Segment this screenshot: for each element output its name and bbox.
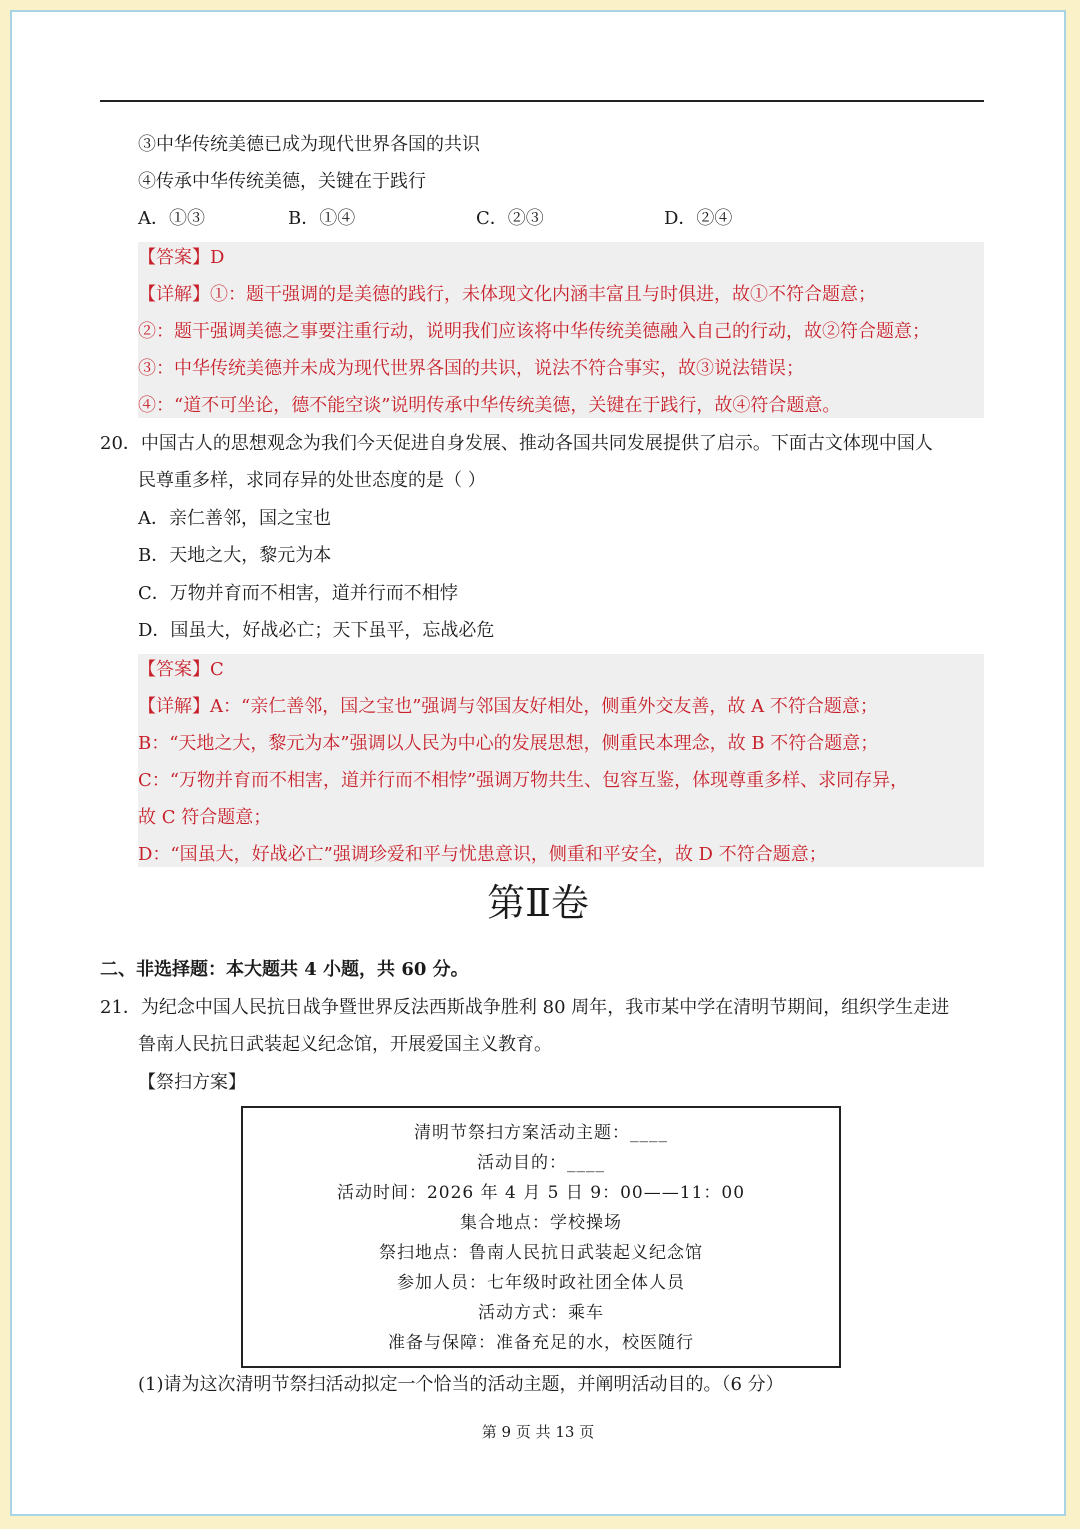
q20-answer: 【答案】C [138, 659, 224, 680]
q21-stem-line-2: 鲁南人民抗日武装起义纪念馆，开展爱国主义教育。 [138, 1034, 552, 1055]
volume-title: 第Ⅱ卷 [487, 881, 589, 925]
q19-answer: 【答案】D [138, 247, 225, 268]
plan-line-meeting-place: 集合地点：学校操场 [460, 1213, 622, 1233]
page-frame [10, 10, 1066, 1516]
q20-option-a: A．亲仁善邻，国之宝也 [138, 508, 331, 529]
plan-line-purpose: 活动目的：____ [477, 1153, 605, 1173]
q19-item-3: ③中华传统美德已成为现代世界各国的共识 [138, 134, 480, 155]
plan-line-preparation: 准备与保障：准备充足的水，校医随行 [388, 1333, 694, 1353]
q19-explain-2: ②：题干强调美德之事要注重行动，说明我们应该将中华传统美德融入自己的行动，故②符合题意； [138, 321, 930, 342]
plan-label: 【祭扫方案】 [138, 1072, 246, 1093]
q19-option-b: B．①④ [288, 208, 356, 229]
q20-option-d: D．国虽大，好战必亡；天下虽平，忘战必危 [138, 620, 495, 641]
section-heading: 二、非选择题：本大题共 4 小题，共 60 分。 [100, 959, 469, 980]
q20-stem-line-1: 20．中国古人的思想观念为我们今天促进自身发展、推动各国共同发展提供了启示。下面古文体现中国人 [100, 433, 933, 454]
q20-explain-2: B：“天地之大，黎元为本”强调以人民为中心的发展思想，侧重民本理念，故 B 不符合题意； [138, 733, 879, 754]
q20-explain-5: D：“国虽大，好战必亡”强调珍爱和平与忧患意识，侧重和平安全，故 D 不符合题意； [138, 844, 827, 865]
q20-stem-line-2: 民尊重多样，求同存异的处世态度的是（ ） [138, 470, 486, 491]
q20-option-c: C．万物并育而不相害，道并行而不相悖 [138, 583, 458, 604]
q19-explain-4: ④：“道不可坐论，德不能空谈”说明传承中华传统美德，关键在于践行，故④符合题意。 [138, 395, 841, 416]
plan-line-method: 活动方式：乘车 [478, 1303, 604, 1323]
q19-answer-block [138, 242, 984, 418]
q20-answer-block [138, 654, 984, 867]
plan-line-theme: 清明节祭扫方案活动主题：____ [414, 1123, 668, 1143]
q19-option-c: C．②③ [476, 208, 544, 229]
q21-sub-question-1: (1)请为这次清明节祭扫活动拟定一个恰当的活动主题，并阐明活动目的。（6 分） [138, 1374, 784, 1395]
q19-option-a: A．①③ [138, 208, 205, 229]
q20-explain-3: C：“万物并育而不相害，道并行而不相悖”强调万物共生、包容互鉴，体现尊重多样、求同存异， [138, 770, 909, 791]
q21-stem-line-1: 21．为纪念中国人民抗日战争暨世界反法西斯战争胜利 80 周年，我市某中学在清明节期间，组织学生走进 [100, 997, 950, 1018]
q20-explain-1: 【详解】A：“亲仁善邻，国之宝也”强调与邻国友好相处，侧重外交友善，故 A 不符合题意； [138, 696, 878, 717]
q19-explain-3: ③：中华传统美德并未成为现代世界各国的共识，说法不符合事实，故③说法错误； [138, 358, 804, 379]
header-rule [100, 100, 984, 102]
q19-item-4: ④传承中华传统美德，关键在于践行 [138, 171, 426, 192]
q20-explain-4: 故 C 符合题意； [138, 807, 272, 828]
page-content [12, 12, 1064, 1514]
plan-line-participants: 参加人员：七年级时政社团全体人员 [397, 1273, 685, 1293]
q19-explain-1: 【详解】①：题干强调的是美德的践行，未体现文化内涵丰富且与时俱进，故①不符合题意； [138, 284, 876, 305]
q20-option-b: B．天地之大，黎元为本 [138, 545, 332, 566]
plan-line-site: 祭扫地点：鲁南人民抗日武装起义纪念馆 [379, 1243, 703, 1263]
page-footer: 第 9 页 共 13 页 [481, 1423, 595, 1441]
plan-line-time: 活动时间：2026 年 4 月 5 日 9：00——11：00 [336, 1183, 746, 1203]
plan-box [241, 1106, 841, 1368]
q19-option-d: D．②④ [664, 208, 733, 229]
